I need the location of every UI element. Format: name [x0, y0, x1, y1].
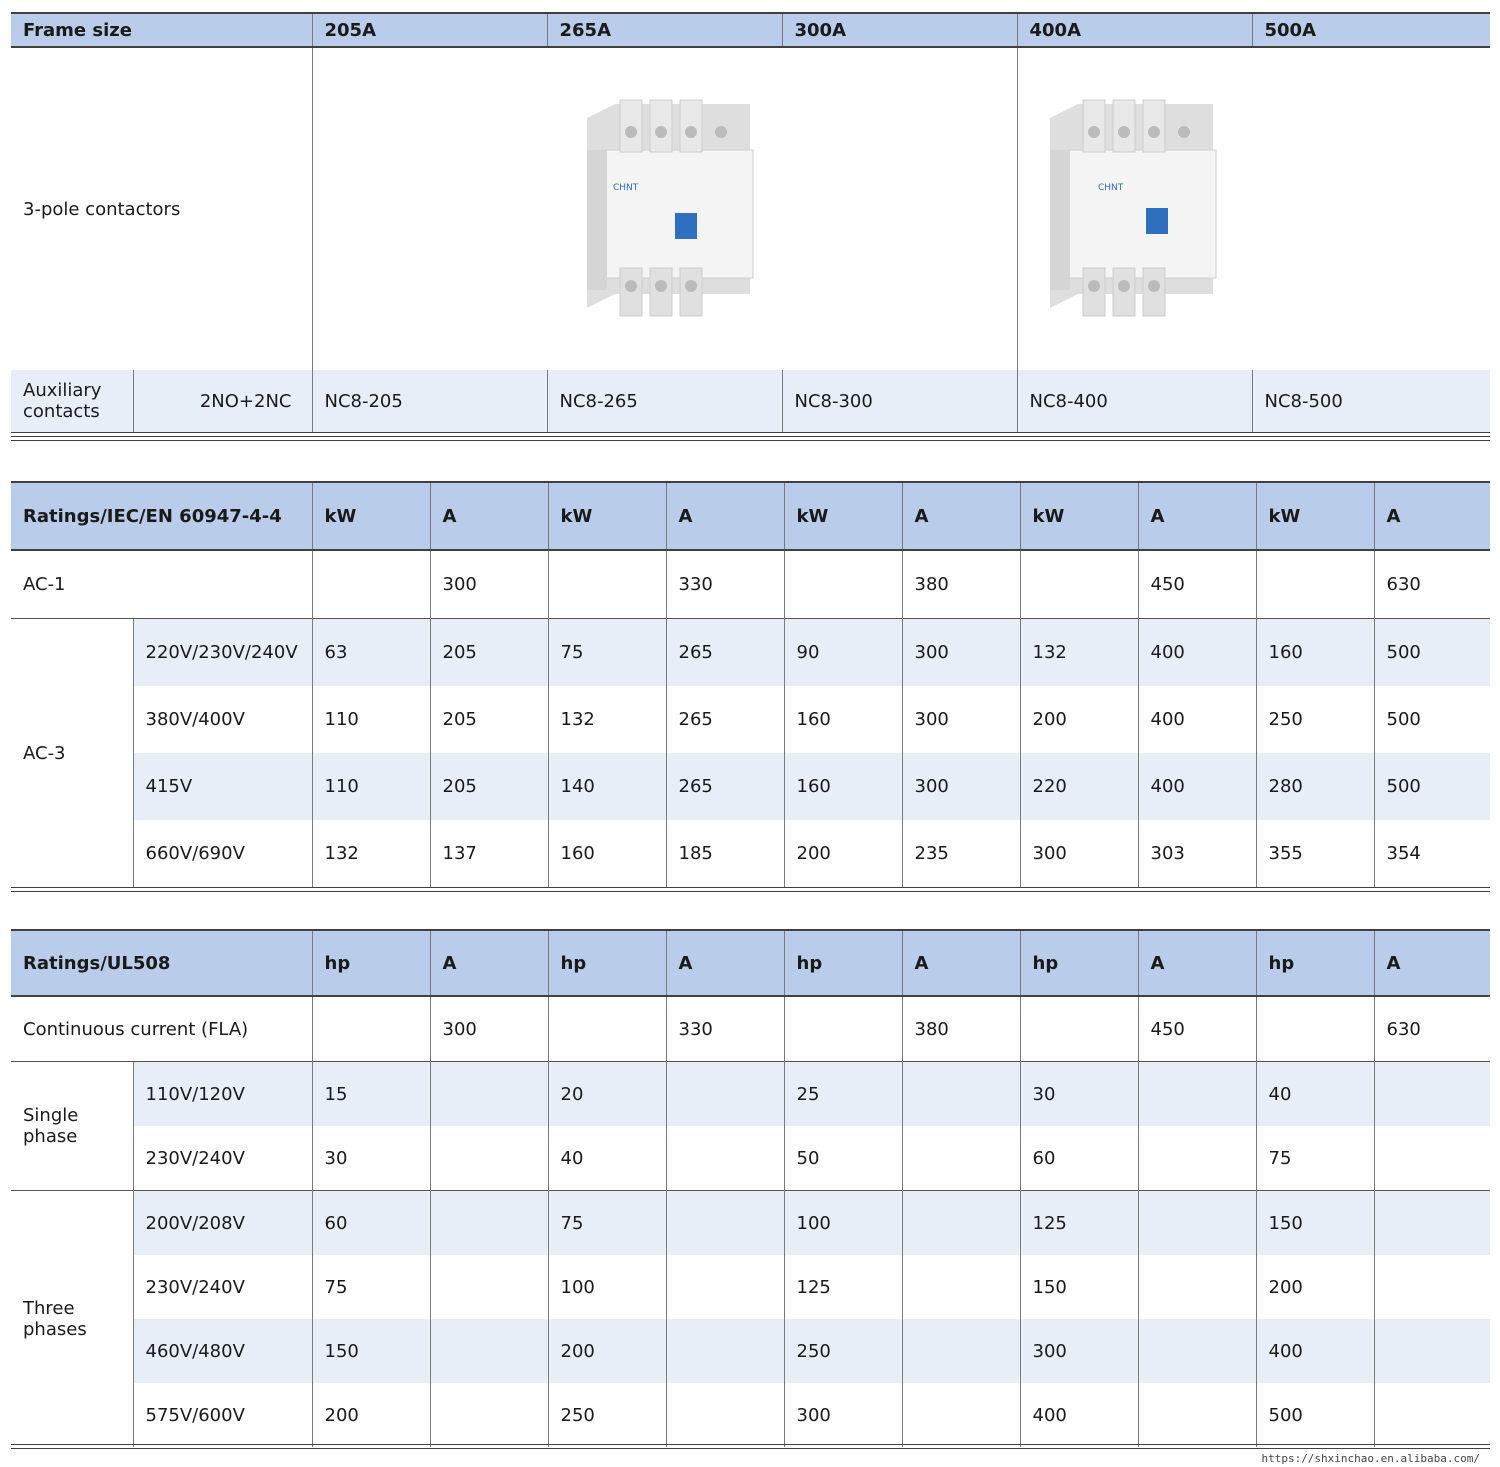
table-cell — [430, 1319, 548, 1383]
ul-ratings-table — [11, 929, 1490, 1447]
table-cell — [902, 1255, 1020, 1319]
ul-unit: hp — [1020, 930, 1138, 996]
three-phase-row — [11, 1191, 1490, 1256]
model-nc8-500: NC8-500 — [1252, 370, 1490, 433]
single-phase-row — [11, 1062, 1490, 1127]
table-cell: 300 — [430, 550, 548, 619]
three-phase-row — [11, 1383, 1490, 1447]
table-cell — [1374, 1062, 1490, 1127]
frame-size-label: Frame size — [11, 13, 312, 47]
table-cell: 200 — [312, 1383, 430, 1447]
aux-contacts-row — [11, 370, 1490, 433]
frame-size-table — [11, 12, 1490, 433]
ac1-row — [11, 550, 1490, 619]
table-cell — [784, 550, 902, 619]
table-cell: 400 — [1020, 1383, 1138, 1447]
model-nc8-400: NC8-400 — [1017, 370, 1252, 433]
ul-unit: A — [1374, 930, 1490, 996]
table-cell: 200 — [784, 820, 902, 887]
ac3-row — [11, 820, 1490, 887]
iec-unit: A — [902, 482, 1020, 550]
table-cell: 355 — [1256, 820, 1374, 887]
table-cell: 500 — [1374, 686, 1490, 753]
table-cell — [666, 1062, 784, 1127]
ul-unit: A — [902, 930, 1020, 996]
table-cell — [1256, 996, 1374, 1062]
table-cell: 265 — [666, 686, 784, 753]
table-cell: 40 — [548, 1126, 666, 1191]
three-phase-row — [11, 1255, 1490, 1319]
chnt-logo-large: CHNT — [1097, 183, 1123, 193]
table-cell — [902, 1126, 1020, 1191]
table-cell: 235 — [902, 820, 1020, 887]
ul-unit: A — [666, 930, 784, 996]
table-cell — [430, 1383, 548, 1447]
fla-row — [11, 996, 1490, 1062]
frame-size-300: 300A — [782, 13, 1017, 47]
table-cell: 220 — [1020, 753, 1138, 820]
table-cell: 400 — [1256, 1319, 1374, 1383]
table-cell — [666, 1126, 784, 1191]
table-cell — [312, 550, 430, 619]
table-cell — [548, 550, 666, 619]
table-cell — [1138, 1319, 1256, 1383]
table-cell: 125 — [1020, 1191, 1138, 1256]
table-cell: 300 — [1020, 820, 1138, 887]
table-cell: 400 — [1138, 619, 1256, 687]
table-cell — [430, 1062, 548, 1127]
table-cell — [666, 1383, 784, 1447]
table-cell: 160 — [548, 820, 666, 887]
table-cell — [1374, 1383, 1490, 1447]
double-rule-3 — [11, 1444, 1490, 1449]
ul-unit: hp — [1256, 930, 1374, 996]
table-cell — [430, 1255, 548, 1319]
table-cell — [1374, 1319, 1490, 1383]
table-cell: 250 — [548, 1383, 666, 1447]
table-cell: 50 — [784, 1126, 902, 1191]
single-phase-label: Single phase — [11, 1062, 133, 1191]
voltage-label: 220V/230V/240V — [133, 619, 312, 687]
table-cell: 450 — [1138, 996, 1256, 1062]
contactor-image-cell-large — [1017, 47, 1490, 370]
table-cell: 450 — [1138, 550, 1256, 619]
table-cell: 380 — [902, 550, 1020, 619]
table-cell: 20 — [548, 1062, 666, 1127]
frame-size-265: 265A — [547, 13, 782, 47]
table-cell: 630 — [1374, 550, 1490, 619]
table-cell — [902, 1062, 1020, 1127]
table-cell — [1138, 1383, 1256, 1447]
ul-title: Ratings/UL508 — [11, 930, 312, 996]
three-phases-label: Three phases — [11, 1191, 133, 1448]
table-cell: 380 — [902, 996, 1020, 1062]
iec-unit: kW — [312, 482, 430, 550]
double-rule-2 — [11, 887, 1490, 892]
table-cell: 265 — [666, 753, 784, 820]
frame-size-400: 400A — [1017, 13, 1252, 47]
ul-unit: A — [1138, 930, 1256, 996]
table-cell: 150 — [1256, 1191, 1374, 1256]
table-cell — [1138, 1255, 1256, 1319]
table-cell: 200 — [548, 1319, 666, 1383]
three-pole-contactors-label: 3-pole contactors — [23, 198, 181, 220]
voltage-label: 110V/120V — [133, 1062, 312, 1127]
table-cell: 150 — [312, 1319, 430, 1383]
table-cell: 132 — [1020, 619, 1138, 687]
table-cell: 205 — [430, 619, 548, 687]
table-cell: 160 — [1256, 619, 1374, 687]
model-nc8-205: NC8-205 — [312, 370, 547, 433]
voltage-label: 415V — [133, 753, 312, 820]
table-cell — [902, 1383, 1020, 1447]
aux-contacts-type: 2NO+2NC — [133, 370, 312, 433]
ul-unit: A — [430, 930, 548, 996]
table-cell — [902, 1319, 1020, 1383]
iec-unit: A — [1138, 482, 1256, 550]
table-cell: 300 — [430, 996, 548, 1062]
frame-size-205: 205A — [312, 13, 547, 47]
table-cell: 300 — [1020, 1319, 1138, 1383]
iec-header-row — [11, 482, 1490, 550]
table-cell: 75 — [548, 1191, 666, 1256]
iec-unit: kW — [784, 482, 902, 550]
iec-unit: A — [430, 482, 548, 550]
table-cell: 354 — [1374, 820, 1490, 887]
table-cell — [1374, 1191, 1490, 1256]
iec-unit: A — [1374, 482, 1490, 550]
frame-size-500: 500A — [1252, 13, 1490, 47]
table-cell — [1020, 550, 1138, 619]
table-cell — [784, 996, 902, 1062]
table-cell: 75 — [312, 1255, 430, 1319]
table-cell — [430, 1126, 548, 1191]
table-cell: 30 — [312, 1126, 430, 1191]
table-cell: 205 — [430, 686, 548, 753]
table-cell: 63 — [312, 619, 430, 687]
iec-ratings-table — [11, 481, 1490, 887]
table-cell: 300 — [902, 753, 1020, 820]
single-phase-row — [11, 1126, 1490, 1191]
table-cell: 125 — [784, 1255, 902, 1319]
table-cell: 132 — [548, 686, 666, 753]
iec-title: Ratings/IEC/EN 60947-4-4 — [11, 482, 312, 550]
table-cell: 330 — [666, 550, 784, 619]
table-cell: 160 — [784, 753, 902, 820]
voltage-label: 575V/600V — [133, 1383, 312, 1447]
table-cell: 110 — [312, 686, 430, 753]
voltage-label: 380V/400V — [133, 686, 312, 753]
voltage-label: 230V/240V — [133, 1255, 312, 1319]
contactor-product-image-large — [1038, 98, 1218, 320]
table-cell — [666, 1191, 784, 1256]
ul-header-row — [11, 930, 1490, 996]
iec-unit: kW — [548, 482, 666, 550]
table-cell — [1374, 1126, 1490, 1191]
voltage-label: 230V/240V — [133, 1126, 312, 1191]
table-cell: 400 — [1138, 753, 1256, 820]
table-cell — [902, 1191, 1020, 1256]
ac3-row — [11, 686, 1490, 753]
table-cell: 40 — [1256, 1062, 1374, 1127]
table-cell: 60 — [1020, 1126, 1138, 1191]
table-cell: 160 — [784, 686, 902, 753]
table-cell: 280 — [1256, 753, 1374, 820]
iec-unit: kW — [1020, 482, 1138, 550]
ac3-row — [11, 753, 1490, 820]
table-cell: 100 — [548, 1255, 666, 1319]
table-cell: 150 — [1020, 1255, 1138, 1319]
table-cell: 30 — [1020, 1062, 1138, 1127]
table-cell: 200 — [1020, 686, 1138, 753]
voltage-label: 200V/208V — [133, 1191, 312, 1256]
iec-unit: kW — [1256, 482, 1374, 550]
table-cell: 300 — [902, 686, 1020, 753]
contactor-product-image-small — [575, 98, 755, 320]
table-cell: 250 — [1256, 686, 1374, 753]
ac1-label: AC-1 — [23, 574, 66, 595]
table-cell: 185 — [666, 820, 784, 887]
table-cell: 300 — [784, 1383, 902, 1447]
double-rule-1 — [11, 436, 1490, 441]
table-cell — [1374, 1255, 1490, 1319]
table-cell: 75 — [1256, 1126, 1374, 1191]
table-cell: 330 — [666, 996, 784, 1062]
table-cell: 15 — [312, 1062, 430, 1127]
table-cell — [1138, 1062, 1256, 1127]
ac3-label: AC-3 — [11, 619, 133, 888]
table-cell: 140 — [548, 753, 666, 820]
table-cell: 25 — [784, 1062, 902, 1127]
table-cell — [430, 1191, 548, 1256]
ul-unit: hp — [784, 930, 902, 996]
voltage-label: 660V/690V — [133, 820, 312, 887]
table-cell: 110 — [312, 753, 430, 820]
table-cell: 75 — [548, 619, 666, 687]
table-cell — [548, 996, 666, 1062]
aux-contacts-label: Auxiliary contacts — [11, 370, 133, 433]
table-cell — [312, 996, 430, 1062]
table-cell: 60 — [312, 1191, 430, 1256]
table-cell: 132 — [312, 820, 430, 887]
table-cell: 100 — [784, 1191, 902, 1256]
table-cell: 205 — [430, 753, 548, 820]
ul-unit: hp — [548, 930, 666, 996]
table-cell: 137 — [430, 820, 548, 887]
table-cell — [1138, 1126, 1256, 1191]
ul-unit: hp — [312, 930, 430, 996]
table-cell: 500 — [1256, 1383, 1374, 1447]
fla-label: Continuous current (FLA) — [23, 1018, 249, 1040]
chnt-logo-small: CHNT — [612, 183, 638, 193]
table-cell: 200 — [1256, 1255, 1374, 1319]
table-cell — [666, 1319, 784, 1383]
table-cell: 250 — [784, 1319, 902, 1383]
model-nc8-265: NC8-265 — [547, 370, 782, 433]
table-cell — [666, 1255, 784, 1319]
table-cell — [1256, 550, 1374, 619]
iec-unit: A — [666, 482, 784, 550]
three-phase-row — [11, 1319, 1490, 1383]
table-cell — [1138, 1191, 1256, 1256]
table-cell: 303 — [1138, 820, 1256, 887]
contactor-image-row — [11, 47, 1490, 370]
table-cell — [1020, 996, 1138, 1062]
source-url: https://shxinchao.en.alibaba.com/ — [1261, 1452, 1480, 1465]
model-nc8-300: NC8-300 — [782, 370, 1017, 433]
table-cell: 90 — [784, 619, 902, 687]
frame-size-header-row — [11, 13, 1490, 47]
voltage-label: 460V/480V — [133, 1319, 312, 1383]
table-cell: 500 — [1374, 619, 1490, 687]
table-cell: 500 — [1374, 753, 1490, 820]
ac3-row — [11, 619, 1490, 687]
contactor-image-cell-small — [312, 47, 1017, 370]
table-cell: 300 — [902, 619, 1020, 687]
table-cell: 265 — [666, 619, 784, 687]
table-cell: 400 — [1138, 686, 1256, 753]
table-cell: 630 — [1374, 996, 1490, 1062]
